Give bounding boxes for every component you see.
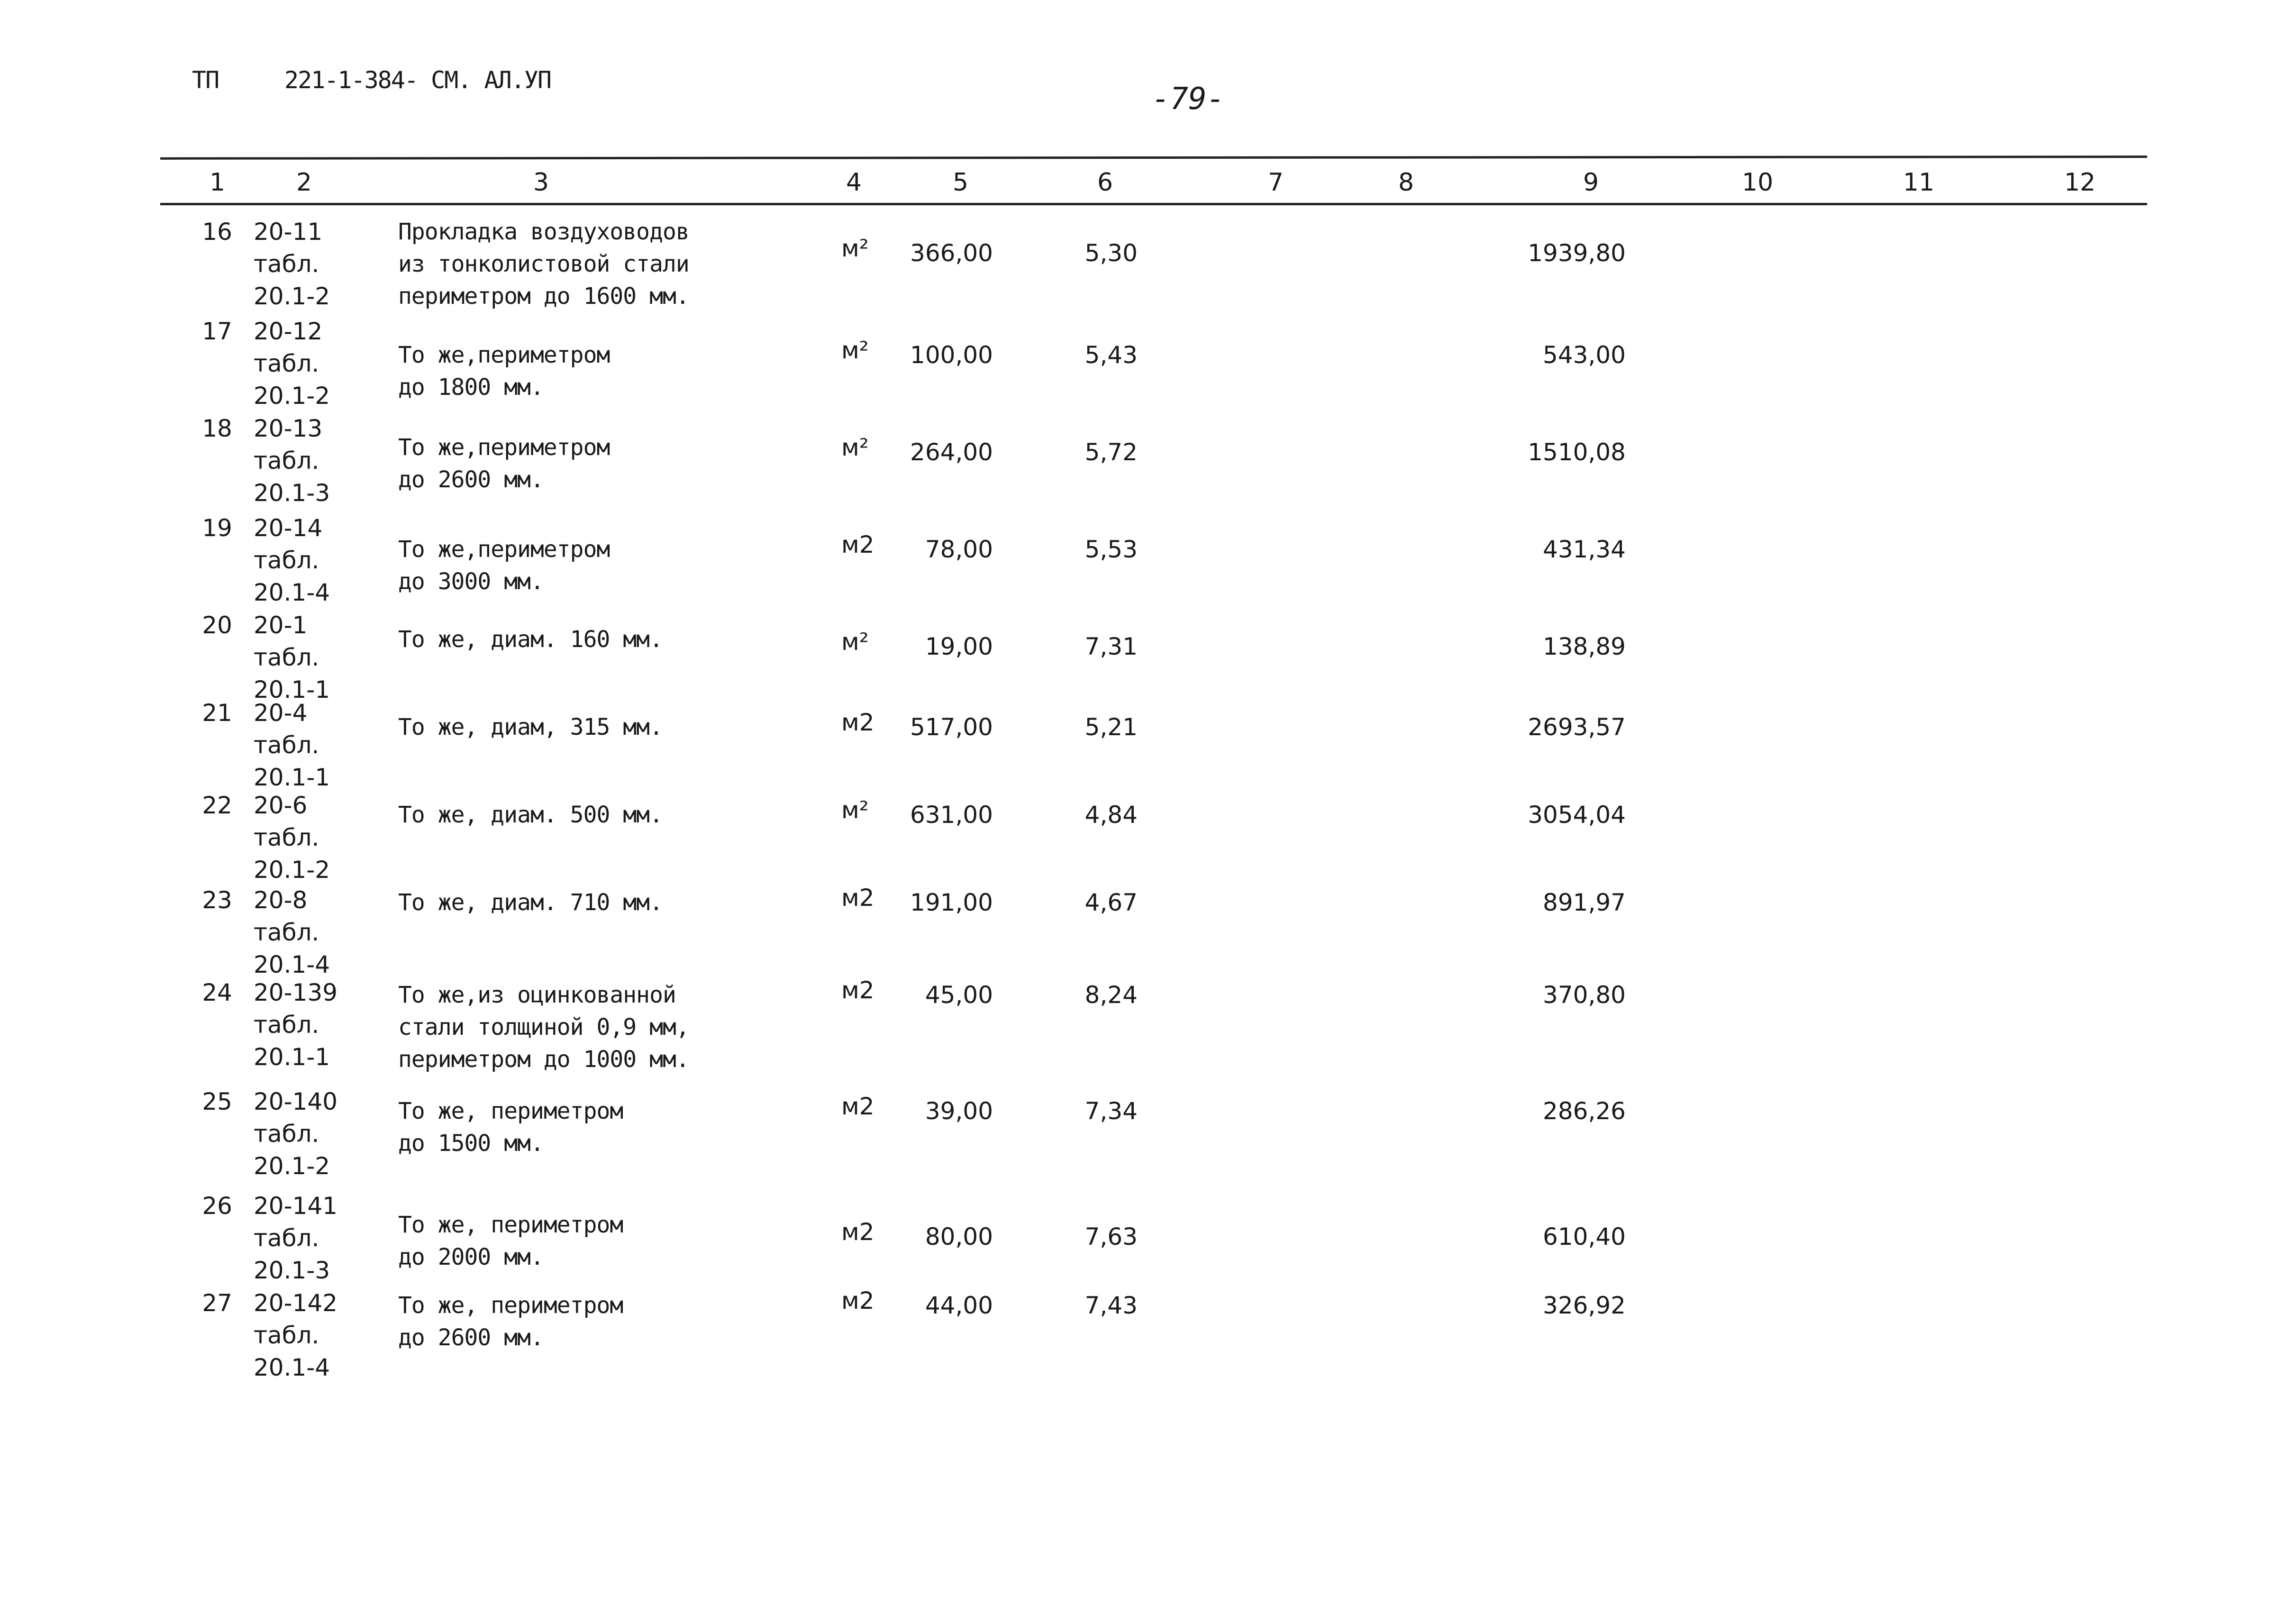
row-number: 25 xyxy=(202,1088,232,1115)
unit-of-measure: м² xyxy=(841,796,869,824)
unit-price: 5,21 xyxy=(1084,713,1138,741)
rate-code-line: табл. xyxy=(254,250,319,278)
work-description: То же, диам. 710 мм. xyxy=(398,889,663,916)
table-row xyxy=(0,512,2295,606)
unit-of-measure: м2 xyxy=(841,1287,874,1314)
rate-code xyxy=(254,512,382,609)
rate-code xyxy=(254,1190,382,1286)
unit-of-measure: м2 xyxy=(841,531,874,558)
col-head-10: 10 xyxy=(1742,168,1774,197)
row-number: 18 xyxy=(202,415,232,442)
col-head-4: 4 xyxy=(846,168,862,197)
quantity: 78,00 xyxy=(925,536,993,563)
unit-of-measure: м2 xyxy=(841,709,874,736)
unit-of-measure: м2 xyxy=(841,884,874,912)
quantity: 631,00 xyxy=(910,801,993,829)
rate-code-line: 20-141 xyxy=(254,1192,338,1220)
table-header-rule xyxy=(160,203,2147,205)
row-number: 24 xyxy=(202,979,232,1006)
rate-code xyxy=(254,412,382,509)
rate-code xyxy=(254,789,382,886)
quantity: 39,00 xyxy=(925,1097,993,1125)
unit-of-measure: м2 xyxy=(841,1218,874,1246)
unit-of-measure: м² xyxy=(841,434,869,461)
total-cost: 431,34 xyxy=(1543,536,1626,563)
work-description: То же, периметром до 1500 мм. xyxy=(398,1098,623,1157)
rate-code-line: 20.1-4 xyxy=(254,579,330,606)
rate-code-line: 20.1-4 xyxy=(254,951,330,978)
doc-reference-code: 221-1-384- СМ. АЛ.УП xyxy=(284,66,551,94)
rate-code-line: 20.1-1 xyxy=(254,676,330,703)
rate-code-line: 20.1-1 xyxy=(254,1043,330,1071)
total-cost: 370,80 xyxy=(1543,981,1626,1009)
quantity: 45,00 xyxy=(925,981,993,1009)
unit-price: 7,34 xyxy=(1084,1097,1138,1125)
rate-code-line: 20.1-2 xyxy=(254,1152,330,1180)
rate-code-line: табл. xyxy=(254,731,319,759)
total-cost: 891,97 xyxy=(1543,889,1626,916)
col-head-12: 12 xyxy=(2064,168,2096,197)
total-cost: 1939,80 xyxy=(1528,239,1626,267)
table-row xyxy=(0,609,2295,703)
col-head-1: 1 xyxy=(209,168,226,197)
unit-price: 5,43 xyxy=(1084,341,1138,369)
rate-code-line: 20-14 xyxy=(254,514,323,542)
table-top-rule xyxy=(160,155,2147,160)
rate-code-line: 20.1-2 xyxy=(254,382,330,410)
work-description: То же, диам. 500 мм. xyxy=(398,802,663,828)
unit-price: 5,72 xyxy=(1084,438,1138,466)
rate-code xyxy=(254,315,382,412)
col-head-3: 3 xyxy=(533,168,549,197)
row-number: 17 xyxy=(202,318,232,345)
rate-code-line: табл. xyxy=(254,824,319,851)
total-cost: 286,26 xyxy=(1543,1097,1626,1125)
rate-code-line: 20.1-3 xyxy=(254,1257,330,1284)
row-number: 22 xyxy=(202,792,232,819)
unit-of-measure: м2 xyxy=(841,976,874,1004)
document-header xyxy=(0,0,2295,142)
unit-price: 7,63 xyxy=(1084,1223,1138,1250)
rate-code-line: табл. xyxy=(254,547,319,574)
table-row xyxy=(0,1190,2295,1284)
table-row xyxy=(0,884,2295,978)
quantity: 191,00 xyxy=(910,889,993,916)
unit-price: 8,24 xyxy=(1084,981,1138,1009)
work-description: То же, периметром до 2000 мм. xyxy=(398,1212,623,1270)
doc-type-label: ТП xyxy=(192,66,219,94)
quantity: 19,00 xyxy=(925,633,993,660)
unit-price: 4,67 xyxy=(1084,889,1138,916)
total-cost: 3054,04 xyxy=(1528,801,1626,829)
unit-price: 4,84 xyxy=(1084,801,1138,829)
table-row xyxy=(0,412,2295,507)
table-row xyxy=(0,1287,2295,1381)
rate-code-line: 20.1-4 xyxy=(254,1354,330,1381)
row-number: 21 xyxy=(202,699,232,727)
rate-code xyxy=(254,609,382,706)
col-head-9: 9 xyxy=(1583,168,1599,197)
rate-code-line: 20-142 xyxy=(254,1289,338,1317)
total-cost: 138,89 xyxy=(1543,633,1626,660)
table-row xyxy=(0,1086,2295,1180)
row-number: 19 xyxy=(202,514,232,542)
quantity: 517,00 xyxy=(910,713,993,741)
total-cost: 543,00 xyxy=(1543,341,1626,369)
unit-of-measure: м2 xyxy=(841,1093,874,1120)
unit-price: 5,53 xyxy=(1084,536,1138,563)
col-head-7: 7 xyxy=(1268,168,1284,197)
table-row xyxy=(0,315,2295,410)
col-head-5: 5 xyxy=(953,168,969,197)
table-row xyxy=(0,789,2295,884)
quantity: 44,00 xyxy=(925,1292,993,1319)
table-row xyxy=(0,216,2295,310)
rate-code-line: табл. xyxy=(254,447,319,474)
quantity: 366,00 xyxy=(910,239,993,267)
table-row xyxy=(0,976,2295,1073)
work-description: То же, диам, 315 мм. xyxy=(398,714,663,740)
rate-code-line: 20.1-2 xyxy=(254,283,330,310)
rate-code-line: табл. xyxy=(254,1224,319,1252)
rate-code-line: 20-140 xyxy=(254,1088,338,1115)
rate-code-line: табл. xyxy=(254,1322,319,1349)
work-description: То же,периметром до 1800 мм. xyxy=(398,342,610,401)
rate-code-line: табл. xyxy=(254,644,319,671)
rate-code-line: 20-13 xyxy=(254,415,323,442)
work-description: То же,периметром до 3000 мм. xyxy=(398,536,610,595)
unit-price: 7,31 xyxy=(1084,633,1138,660)
rate-code-line: 20-139 xyxy=(254,979,338,1006)
row-number: 26 xyxy=(202,1192,232,1220)
page-number: -79- xyxy=(1152,82,1225,117)
rate-code-line: табл. xyxy=(254,1120,319,1148)
rate-code-line: табл. xyxy=(254,1011,319,1039)
rate-code-line: табл. xyxy=(254,919,319,946)
unit-of-measure: м² xyxy=(841,235,869,262)
rate-code-line: 20.1-1 xyxy=(254,764,330,791)
row-number: 23 xyxy=(202,886,232,914)
rate-code xyxy=(254,1086,382,1182)
rate-code xyxy=(254,216,382,312)
rate-code xyxy=(254,976,382,1073)
rate-code-line: 20.1-3 xyxy=(254,479,330,507)
total-cost: 326,92 xyxy=(1543,1292,1626,1319)
unit-of-measure: м² xyxy=(841,628,869,656)
rate-code-line: 20-8 xyxy=(254,886,308,914)
unit-of-measure: м² xyxy=(841,337,869,364)
row-number: 20 xyxy=(202,611,232,639)
row-number: 27 xyxy=(202,1289,232,1317)
total-cost: 2693,57 xyxy=(1528,713,1626,741)
work-description: То же,периметром до 2600 мм. xyxy=(398,434,610,493)
col-head-6: 6 xyxy=(1097,168,1113,197)
rate-code-line: 20-4 xyxy=(254,699,308,727)
rate-code-line: 20-1 xyxy=(254,611,308,639)
rate-code-line: 20-12 xyxy=(254,318,323,345)
rate-code-line: 20-6 xyxy=(254,792,308,819)
rate-code xyxy=(254,1287,382,1384)
total-cost: 1510,08 xyxy=(1528,438,1626,466)
quantity: 100,00 xyxy=(910,341,993,369)
unit-price: 7,43 xyxy=(1084,1292,1138,1319)
rate-code xyxy=(254,697,382,794)
rate-code-line: 20.1-2 xyxy=(254,856,330,884)
work-description: То же,из оцинкованной стали толщиной 0,9 мм, периметром до 1000 мм. xyxy=(398,982,689,1073)
work-description: То же, диам. 160 мм. xyxy=(398,626,663,653)
rate-code-line: табл. xyxy=(254,350,319,377)
quantity: 80,00 xyxy=(925,1223,993,1250)
table-row xyxy=(0,697,2295,791)
rate-code-line: 20-11 xyxy=(254,218,323,246)
col-head-11: 11 xyxy=(1903,168,1935,197)
row-number: 16 xyxy=(202,218,232,246)
quantity: 264,00 xyxy=(910,438,993,466)
rate-code xyxy=(254,884,382,981)
total-cost: 610,40 xyxy=(1543,1223,1626,1250)
work-description: То же, периметром до 2600 мм. xyxy=(398,1292,623,1351)
col-head-8: 8 xyxy=(1398,168,1414,197)
unit-price: 5,30 xyxy=(1084,239,1138,267)
work-description: Прокладка воздуховодов из тонколистовой стали периметром до 1600 мм. xyxy=(398,219,689,310)
col-head-2: 2 xyxy=(296,168,312,197)
